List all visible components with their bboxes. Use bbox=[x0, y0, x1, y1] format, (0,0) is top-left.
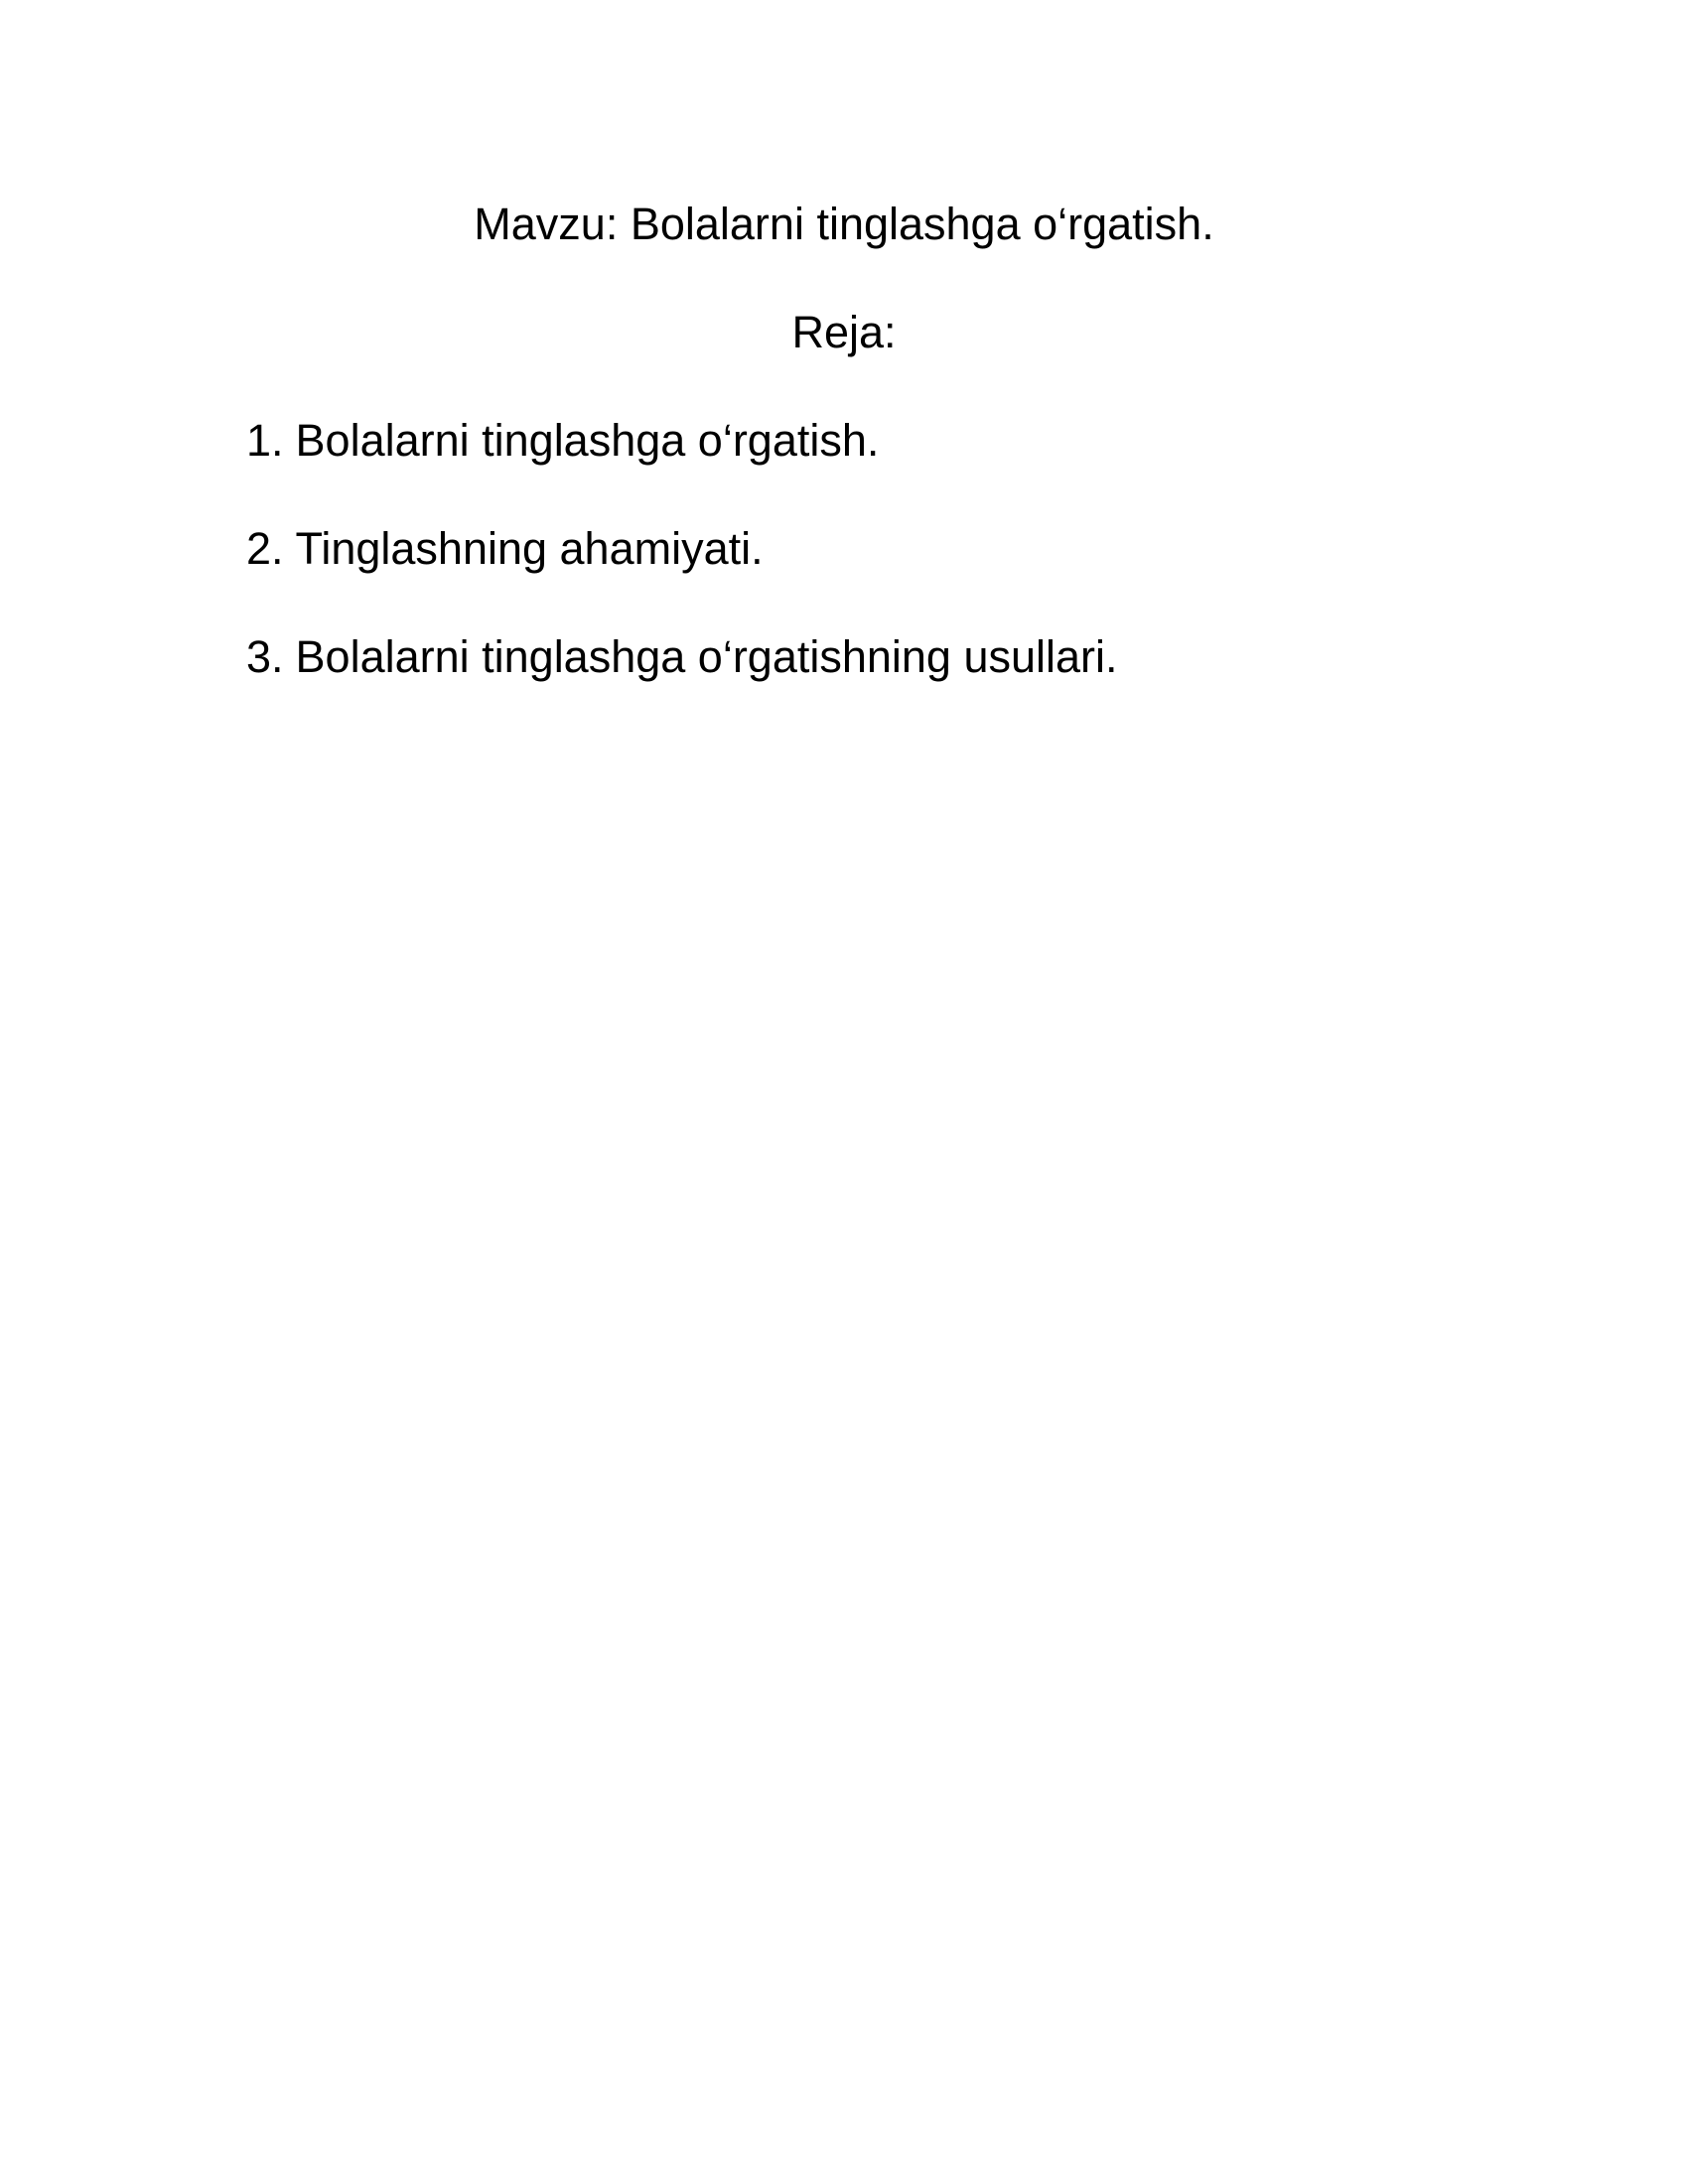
document-title: Mavzu: Bolalarni tinglashga o‘rgatish. bbox=[474, 199, 1214, 249]
plan-item-text: Bolalarni tinglashga o‘rgatishning usullari. bbox=[295, 631, 1118, 682]
plan-item bbox=[246, 411, 1118, 471]
plan-item bbox=[246, 627, 1118, 687]
plan-item-number: 1. bbox=[246, 415, 284, 466]
plan-item-text: Tinglashning ahamiyati. bbox=[295, 523, 764, 574]
plan-heading: Reja: bbox=[791, 307, 897, 357]
plan-item bbox=[246, 519, 1118, 579]
plan-item-number: 2. bbox=[246, 523, 284, 574]
plan-item-number: 3. bbox=[246, 631, 284, 682]
plan-item-text: Bolalarni tinglashga o‘rgatish. bbox=[295, 415, 880, 466]
plan-list bbox=[246, 411, 1118, 736]
